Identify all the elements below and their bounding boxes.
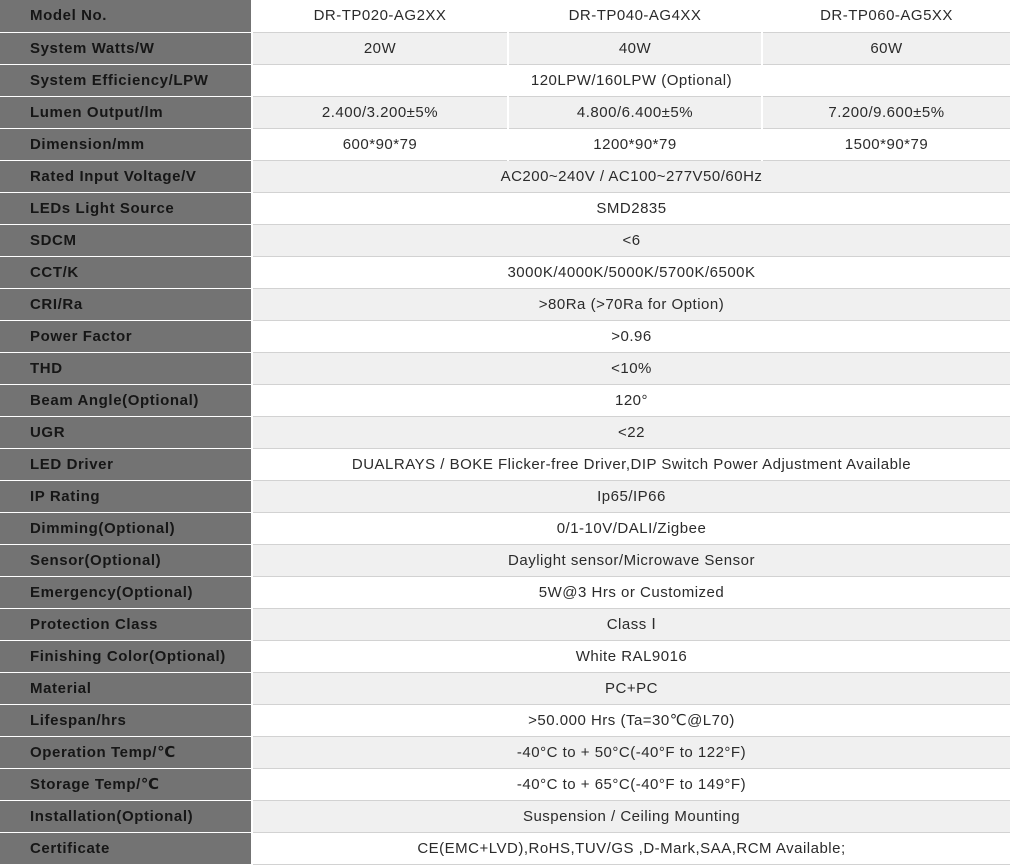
spec-value: DR-TP040-AG4XX	[508, 0, 762, 32]
spec-label: Material	[0, 672, 252, 704]
table-row	[0, 416, 1010, 448]
spec-label: Lumen Output/lm	[0, 96, 252, 128]
spec-label: Sensor(Optional)	[0, 544, 252, 576]
spec-label: Finishing Color(Optional)	[0, 640, 252, 672]
spec-value: Suspension / Ceiling Mounting	[252, 800, 1010, 832]
spec-value: <6	[252, 224, 1010, 256]
table-row	[0, 192, 1010, 224]
table-row	[0, 288, 1010, 320]
table-row	[0, 768, 1010, 800]
spec-value: SMD2835	[252, 192, 1010, 224]
spec-value: DR-TP060-AG5XX	[762, 0, 1010, 32]
spec-label: CRI/Ra	[0, 288, 252, 320]
table-row	[0, 544, 1010, 576]
spec-value: PC+PC	[252, 672, 1010, 704]
spec-value: Ip65/IP66	[252, 480, 1010, 512]
table-row	[0, 448, 1010, 480]
spec-label: System Efficiency/LPW	[0, 64, 252, 96]
spec-value: 1200*90*79	[508, 128, 762, 160]
spec-label: SDCM	[0, 224, 252, 256]
spec-value: Daylight sensor/Microwave Sensor	[252, 544, 1010, 576]
table-row	[0, 160, 1010, 192]
spec-label: Emergency(Optional)	[0, 576, 252, 608]
spec-label: Storage Temp/℃	[0, 768, 252, 800]
table-row	[0, 384, 1010, 416]
spec-value: -40°C to + 65°C(-40°F to 149°F)	[252, 768, 1010, 800]
spec-value: 1500*90*79	[762, 128, 1010, 160]
spec-label: Dimension/mm	[0, 128, 252, 160]
table-row	[0, 352, 1010, 384]
spec-value: 40W	[508, 32, 762, 64]
spec-value: 2.400/3.200±5%	[252, 96, 508, 128]
spec-value: 3000K/4000K/5000K/5700K/6500K	[252, 256, 1010, 288]
spec-value: AC200~240V / AC100~277V50/60Hz	[252, 160, 1010, 192]
spec-value: 60W	[762, 32, 1010, 64]
spec-label: Model No.	[0, 0, 252, 32]
table-row	[0, 832, 1010, 864]
spec-label: Rated Input Voltage/V	[0, 160, 252, 192]
spec-label: IP Rating	[0, 480, 252, 512]
table-row	[0, 256, 1010, 288]
table-row	[0, 480, 1010, 512]
table-row	[0, 704, 1010, 736]
spec-value: 20W	[252, 32, 508, 64]
spec-value: >80Ra (>70Ra for Option)	[252, 288, 1010, 320]
table-row	[0, 64, 1010, 96]
spec-value: White RAL9016	[252, 640, 1010, 672]
spec-label: Lifespan/hrs	[0, 704, 252, 736]
spec-label: Protection Class	[0, 608, 252, 640]
spec-value: 4.800/6.400±5%	[508, 96, 762, 128]
spec-value: 0/1-10V/DALI/Zigbee	[252, 512, 1010, 544]
spec-label: Power Factor	[0, 320, 252, 352]
table-row	[0, 96, 1010, 128]
spec-value: -40°C to + 50°C(-40°F to 122°F)	[252, 736, 1010, 768]
spec-value: 600*90*79	[252, 128, 508, 160]
spec-value: >0.96	[252, 320, 1010, 352]
table-row	[0, 672, 1010, 704]
spec-value: 120°	[252, 384, 1010, 416]
spec-value: 7.200/9.600±5%	[762, 96, 1010, 128]
table-row	[0, 32, 1010, 64]
spec-value: >50.000 Hrs (Ta=30℃@L70)	[252, 704, 1010, 736]
spec-label: CCT/K	[0, 256, 252, 288]
table-row	[0, 128, 1010, 160]
spec-label: Operation Temp/℃	[0, 736, 252, 768]
spec-value: DR-TP020-AG2XX	[252, 0, 508, 32]
table-row	[0, 800, 1010, 832]
spec-value: <22	[252, 416, 1010, 448]
spec-value: 120LPW/160LPW (Optional)	[252, 64, 1010, 96]
spec-label: Beam Angle(Optional)	[0, 384, 252, 416]
spec-value: 5W@3 Hrs or Customized	[252, 576, 1010, 608]
spec-value: DUALRAYS / BOKE Flicker-free Driver,DIP Switch Power Adjustment Available	[252, 448, 1010, 480]
spec-label: UGR	[0, 416, 252, 448]
spec-label: System Watts/W	[0, 32, 252, 64]
table-row	[0, 512, 1010, 544]
table-row	[0, 608, 1010, 640]
spec-label: Installation(Optional)	[0, 800, 252, 832]
spec-label: Dimming(Optional)	[0, 512, 252, 544]
table-row	[0, 576, 1010, 608]
spec-value: Class Ⅰ	[252, 608, 1010, 640]
spec-label: LEDs Light Source	[0, 192, 252, 224]
spec-label: LED Driver	[0, 448, 252, 480]
table-row	[0, 736, 1010, 768]
spec-value: CE(EMC+LVD),RoHS,TUV/GS ,D-Mark,SAA,RCM Available;	[252, 832, 1010, 864]
table-row	[0, 640, 1010, 672]
spec-label: Certificate	[0, 832, 252, 864]
table-row	[0, 224, 1010, 256]
spec-value: <10%	[252, 352, 1010, 384]
table-row	[0, 0, 1010, 32]
table-row	[0, 320, 1010, 352]
spec-label: THD	[0, 352, 252, 384]
